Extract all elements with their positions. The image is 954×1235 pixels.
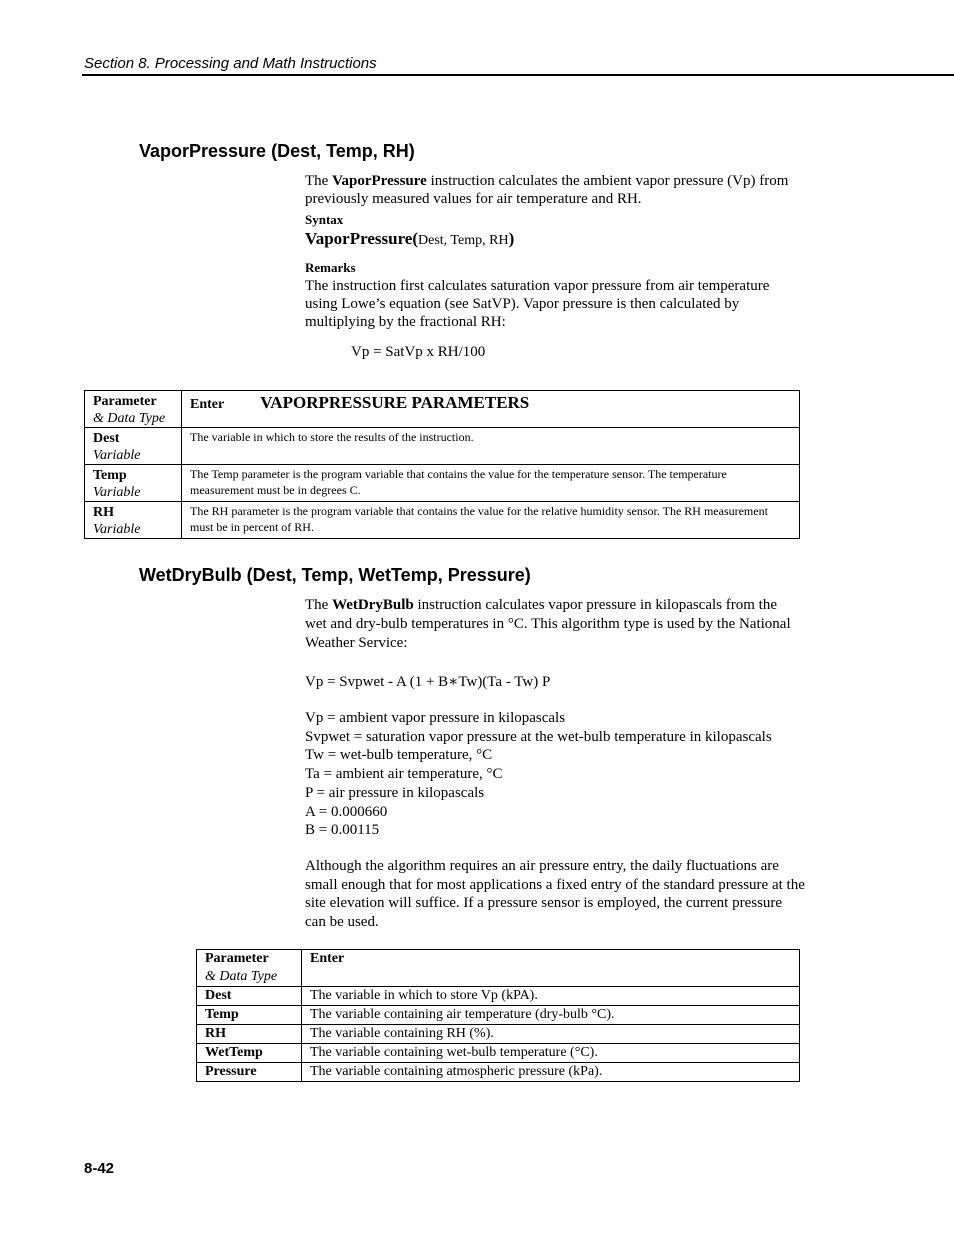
table-row (197, 1025, 800, 1044)
syntax-line (305, 229, 514, 249)
param-type: Variable (93, 522, 141, 537)
param-description: The variable containing wet-bulb temperature (°C). (302, 1044, 800, 1063)
page-number: 8-42 (84, 1160, 115, 1177)
table-row (85, 428, 800, 465)
intro-text-pre: The (305, 173, 333, 189)
param-name: WetTemp (197, 1044, 302, 1063)
table-row (85, 502, 800, 539)
header-data-type: & Data Type (93, 411, 166, 426)
definition-line: B = 0.00115 (305, 822, 380, 839)
table-header-row (85, 391, 800, 428)
param-name: RH (93, 505, 114, 520)
wetdrybulb-intro (305, 596, 800, 653)
definition-line: Tw = wet-bulb temperature, °C (305, 747, 493, 764)
param-name: Temp (197, 1006, 302, 1025)
param-cell (85, 465, 182, 502)
vaporpressure-parameters-table (84, 390, 800, 539)
intro-text-pre: The (305, 597, 333, 613)
table-header-row (197, 950, 800, 987)
param-type: Variable (93, 485, 141, 500)
table-row (197, 1044, 800, 1063)
definition-line: Svpwet = saturation vapor pressure at the wet-bulb temperature in kilopascals (305, 728, 772, 745)
wetdrybulb-heading: WetDryBulb (Dest, Temp, WetTemp, Pressure) (139, 565, 531, 585)
param-name: Pressure (197, 1063, 302, 1082)
intro-instruction-name: WetDryBulb (332, 597, 414, 613)
param-cell (85, 428, 182, 465)
definition-line: A = 0.000660 (305, 803, 388, 820)
header-enter-cell (302, 950, 800, 987)
param-description: The variable containing RH (%). (302, 1025, 800, 1044)
table-row (85, 465, 800, 502)
param-description: The variable containing atmospheric pressure (kPa). (302, 1063, 800, 1082)
syntax-arguments: Dest, Temp, RH (418, 233, 509, 248)
header-data-type: & Data Type (205, 969, 278, 984)
vaporpressure-formula: Vp = SatVp x RH/100 (351, 344, 486, 360)
pressure-note: Although the algorithm requires an air pressure entry, the daily fluctuations are small enough that for most applications a fixed entry of the standard pressure at the site elevation will suffice. If a pressure sensor is employed, the current pressure can be used. (305, 858, 805, 930)
header-rule (82, 74, 954, 76)
param-description: The Temp parameter is the program variable that contains the value for the temperature sensor. The temperature measurement must be in degrees C. (182, 465, 800, 502)
param-name: Temp (93, 468, 127, 483)
table-row (197, 1063, 800, 1082)
table-row (197, 987, 800, 1006)
table-row (197, 1006, 800, 1025)
intro-instruction-name: VaporPressure (332, 173, 427, 189)
remarks-text: The instruction first calculates saturation vapor pressure from air temperature using Lowe’s equation (see SatVP). Vapor pressure is then calculated by multiplying by the fractional RH: (305, 278, 770, 330)
param-description: The RH parameter is the program variable that contains the value for the relative humidity sensor. The RH measurement must be in percent of RH. (182, 502, 800, 539)
wetdrybulb-formula: Vp = Svpwet - A (1 + B∗Tw)(Ta - Tw) P (305, 674, 551, 690)
param-name: Dest (93, 431, 120, 446)
param-cell (85, 502, 182, 539)
definition-line: Ta = ambient air temperature, °C (305, 766, 503, 783)
vaporpressure-intro (305, 172, 795, 208)
syntax-close-paren: ) (508, 229, 515, 248)
table-title: VAPORPRESSURE PARAMETERS (260, 393, 530, 412)
header-enter: Enter (310, 951, 345, 966)
param-type: Variable (93, 448, 141, 463)
intro-text-post: instruction calculates the ambient vapor pressure (Vp) from previously measured values for air temperature and RH. (305, 173, 789, 207)
vaporpressure-heading: VaporPressure (Dest, Temp, RH) (139, 141, 415, 161)
intro-text-post: instruction calculates vapor pressure in kilopascals from the wet and dry-bulb temperatures in °C. This algorithm type is used by the National Weather Service: (305, 597, 791, 651)
param-name: Dest (197, 987, 302, 1006)
syntax-function: VaporPressure( (305, 229, 419, 248)
header-enter-cell (182, 391, 800, 428)
header-enter: Enter (190, 397, 225, 412)
remarks-label: Remarks (305, 260, 356, 275)
header-parameter-cell (197, 950, 302, 987)
param-description: The variable in which to store the results of the instruction. (182, 428, 800, 465)
header-parameter-cell (85, 391, 182, 428)
section-header: Section 8. Processing and Math Instructions (84, 55, 377, 72)
syntax-label: Syntax (305, 212, 344, 227)
definition-line: P = air pressure in kilopascals (305, 784, 485, 801)
wetdrybulb-parameters-table (196, 949, 800, 1082)
param-description: The variable in which to store Vp (kPA). (302, 987, 800, 1006)
header-parameter: Parameter (93, 394, 157, 409)
param-name: RH (197, 1025, 302, 1044)
definition-line: Vp = ambient vapor pressure in kilopascals (305, 710, 566, 726)
variable-definitions (305, 709, 805, 840)
param-description: The variable containing air temperature (dry-bulb °C). (302, 1006, 800, 1025)
header-parameter: Parameter (205, 951, 269, 966)
